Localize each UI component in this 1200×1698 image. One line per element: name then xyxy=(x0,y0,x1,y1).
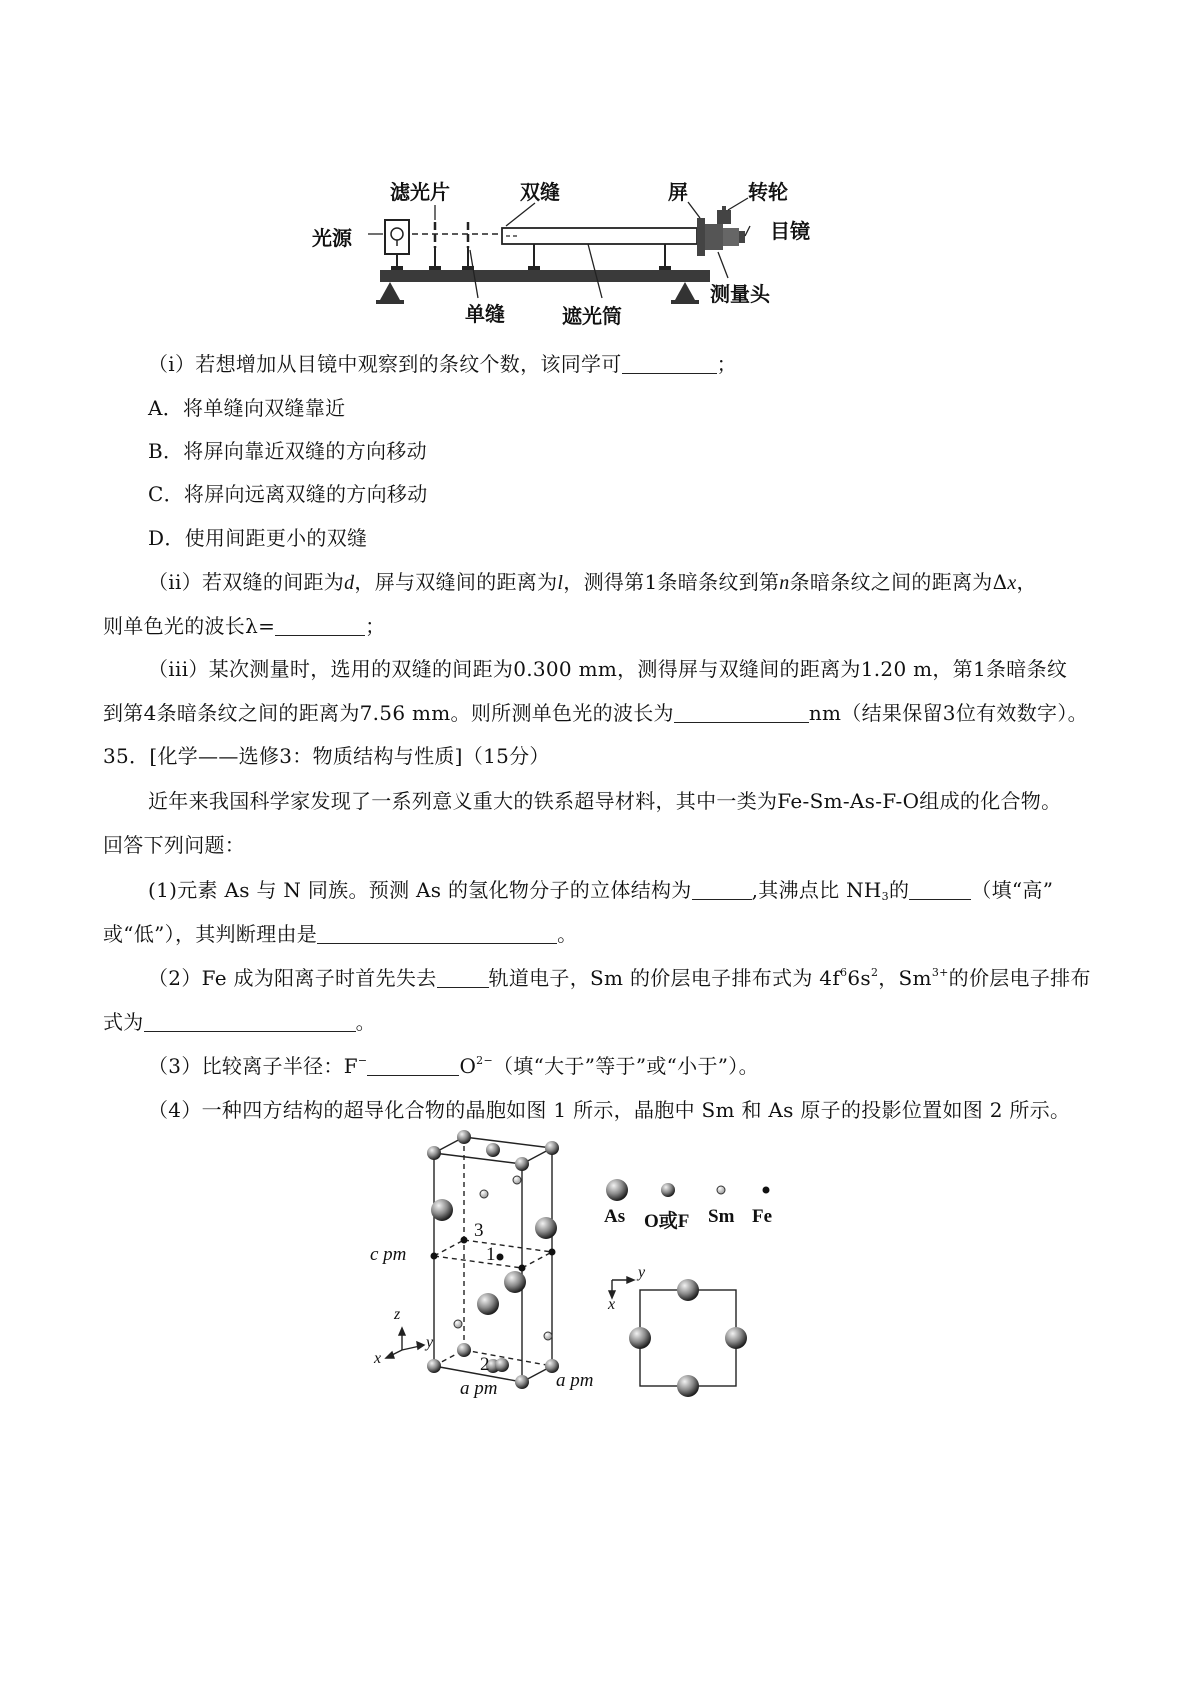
q35-p1-text-a: (1)元素 As 与 N 同族。预测 As 的氢化物分子的立体结构为 xyxy=(148,878,692,902)
legend-sm: Sm xyxy=(708,1206,735,1227)
question-ii-line2 xyxy=(103,610,385,639)
marker-3: 3 xyxy=(474,1220,484,1241)
label-double-slit: 双缝 xyxy=(520,180,560,204)
q35-part3 xyxy=(148,1050,759,1079)
label-filter: 滤光片 xyxy=(390,180,450,204)
marker-2: 2 xyxy=(480,1354,490,1375)
q-ii-text-3: ，测得第1条暗条纹到第 xyxy=(563,570,780,594)
q-ii-wavelength-text: 则单色光的波长λ= xyxy=(103,614,276,638)
eyepiece xyxy=(723,228,739,246)
q-ii-var-n: n xyxy=(779,572,790,594)
q-iii-text-b: nm（结果保留3位有效数字）。 xyxy=(808,701,1088,725)
q35-p1-text-d: （填“高” xyxy=(971,878,1054,902)
q-ii-end: ； xyxy=(365,614,386,638)
q35-p2-text-b: 轨道电子，Sm 的价层电子排布式为 4f xyxy=(488,966,841,990)
q35-p3-sup-2: 2− xyxy=(476,1054,493,1067)
left-foot xyxy=(380,282,400,300)
q-ii-var-x: x xyxy=(1007,572,1017,594)
q35-p1-text-c: 的 xyxy=(888,878,910,902)
crystal-figure xyxy=(372,1128,792,1400)
axis-z-label: z xyxy=(394,1306,401,1323)
q35-p1-text-b: ,其沸点比 NH xyxy=(751,878,882,902)
answer-blank-structure[interactable] xyxy=(692,879,752,900)
screen xyxy=(697,218,705,256)
q-ii-var-d: d xyxy=(344,572,355,594)
label-wheel: 转轮 xyxy=(748,180,788,204)
q35-part2-line1 xyxy=(148,962,1091,991)
label-a-pm-1: a pm xyxy=(460,1378,498,1399)
option-d: D．使用间距更小的双缝 xyxy=(148,526,368,550)
option-a: A．将单缝向双缝靠近 xyxy=(148,396,346,420)
answer-blank-config[interactable] xyxy=(144,1011,356,1032)
q-ii-text-2: ，屏与双缝间的距离为 xyxy=(354,570,558,594)
axis-x-label: x xyxy=(374,1350,382,1367)
answer-blank-radius[interactable] xyxy=(367,1055,459,1076)
measuring-head xyxy=(705,224,723,250)
q35-intro-2: 回答下列问题： xyxy=(103,833,246,857)
q35-header: 35．[化学——选修3：物质结构与性质]（15分） xyxy=(103,744,550,768)
answer-blank-boiling[interactable] xyxy=(909,879,971,900)
q35-p1-text-f: 。 xyxy=(557,922,578,946)
right-foot xyxy=(675,282,695,300)
q35-p3-text-b: O xyxy=(459,1054,477,1078)
proj-axis-y-label: y xyxy=(638,1264,646,1281)
q35-p2-text-c: 6s xyxy=(847,966,871,990)
question-iii-line2 xyxy=(103,697,1088,726)
answer-blank-ii[interactable] xyxy=(275,615,365,636)
q35-p2-text-e: 的价层电子排布 xyxy=(948,966,1091,990)
q-iii-text-a: 到第4条暗条纹之间的距离为7.56 mm。则所测单色光的波长为 xyxy=(103,701,674,725)
q35-part4: （4）一种四方结构的超导化合物的晶胞如图 1 所示，晶胞中 Sm 和 As 原子的投影位置如图 2 所示。 xyxy=(148,1098,1071,1122)
projection-square xyxy=(640,1290,736,1386)
answer-blank-reason[interactable] xyxy=(317,923,557,944)
label-tube: 遮光筒 xyxy=(562,304,622,328)
axis-y-label: y xyxy=(426,1334,434,1351)
question-ii-line1 xyxy=(148,566,1037,595)
legend-symbols xyxy=(606,1179,770,1201)
q35-p3-sup-1: − xyxy=(357,1054,368,1067)
q-ii-text-5: ， xyxy=(1016,570,1037,594)
legend-fe: Fe xyxy=(752,1206,773,1227)
question-i xyxy=(148,348,737,377)
shading-tube xyxy=(502,228,697,244)
option-c: C．将屏向远离双缝的方向移动 xyxy=(148,482,428,506)
legend-as: As xyxy=(604,1206,626,1227)
coordinate-axes xyxy=(386,1328,424,1358)
q-ii-var-l: l xyxy=(557,572,564,594)
question-i-end: ； xyxy=(716,352,737,376)
label-eyepiece: 目镜 xyxy=(770,219,810,243)
proj-axis-x-label: x xyxy=(608,1296,616,1313)
q35-intro-1: 近年来我国科学家发现了一系列意义重大的铁系超导材料，其中一类为Fe-Sm-As-F-O组成的化合物。 xyxy=(148,789,1062,813)
q35-p2-text-a: （2）Fe 成为阳离子时首先失去 xyxy=(148,966,437,990)
q35-p2-sup-3: 3+ xyxy=(931,966,949,979)
q-ii-text-1: （ii）若双缝的间距为 xyxy=(148,570,345,594)
crystal-drawing xyxy=(372,1128,792,1400)
label-a-pm-2: a pm xyxy=(556,1370,594,1391)
q35-p2-text-d: ，Sm xyxy=(878,966,932,990)
q35-p2-text-g: 。 xyxy=(355,1010,376,1034)
q35-part1-line2 xyxy=(103,918,577,947)
q35-p2-text-f: 式为 xyxy=(103,1010,144,1034)
wheel xyxy=(717,210,731,224)
q35-p1-sub: 3 xyxy=(881,890,889,903)
lamp-housing xyxy=(385,220,409,254)
marker-1: 1 xyxy=(486,1244,496,1265)
q35-p1-text-e: 或“低”），其判断理由是 xyxy=(103,922,318,946)
q35-p3-text-a: （3）比较离子半径：F xyxy=(148,1054,358,1078)
option-b: B．将屏向靠近双缝的方向移动 xyxy=(148,439,427,463)
q35-p2-sup-2: 2 xyxy=(870,966,879,979)
answer-blank-orbital[interactable] xyxy=(437,967,489,988)
label-c-pm: c pm xyxy=(370,1244,407,1265)
answer-blank-i[interactable] xyxy=(622,353,717,374)
q35-p3-text-c: （填“大于”等于”或“小于”）。 xyxy=(492,1054,759,1078)
label-light-source: 光源 xyxy=(312,226,352,250)
answer-blank-iii[interactable] xyxy=(674,702,809,723)
label-measuring-head: 测量头 xyxy=(710,282,770,306)
q35-part1-line1 xyxy=(148,874,1053,903)
projection-axes xyxy=(609,1277,634,1298)
q35-part2-line2 xyxy=(103,1006,376,1035)
label-single-slit: 单缝 xyxy=(465,302,505,326)
projection-atoms xyxy=(629,1279,747,1397)
label-screen: 屏 xyxy=(668,180,688,204)
apparatus-figure xyxy=(312,170,880,330)
optical-bench xyxy=(380,270,710,282)
question-i-prompt: （i）若想增加从目镜中观察到的条纹个数，该同学可 xyxy=(148,352,622,376)
q-ii-text-4: 条暗条纹之间的距离为Δ xyxy=(789,570,1008,594)
legend-o-or-f: O或F xyxy=(644,1211,690,1232)
q35-p2-sup-1: 6 xyxy=(840,966,848,979)
question-iii-line1: （iii）某次测量时，选用的双缝的间距为0.300 mm，测得屏与双缝间的距离为1.20 m，第1条暗条纹 xyxy=(148,657,1068,681)
